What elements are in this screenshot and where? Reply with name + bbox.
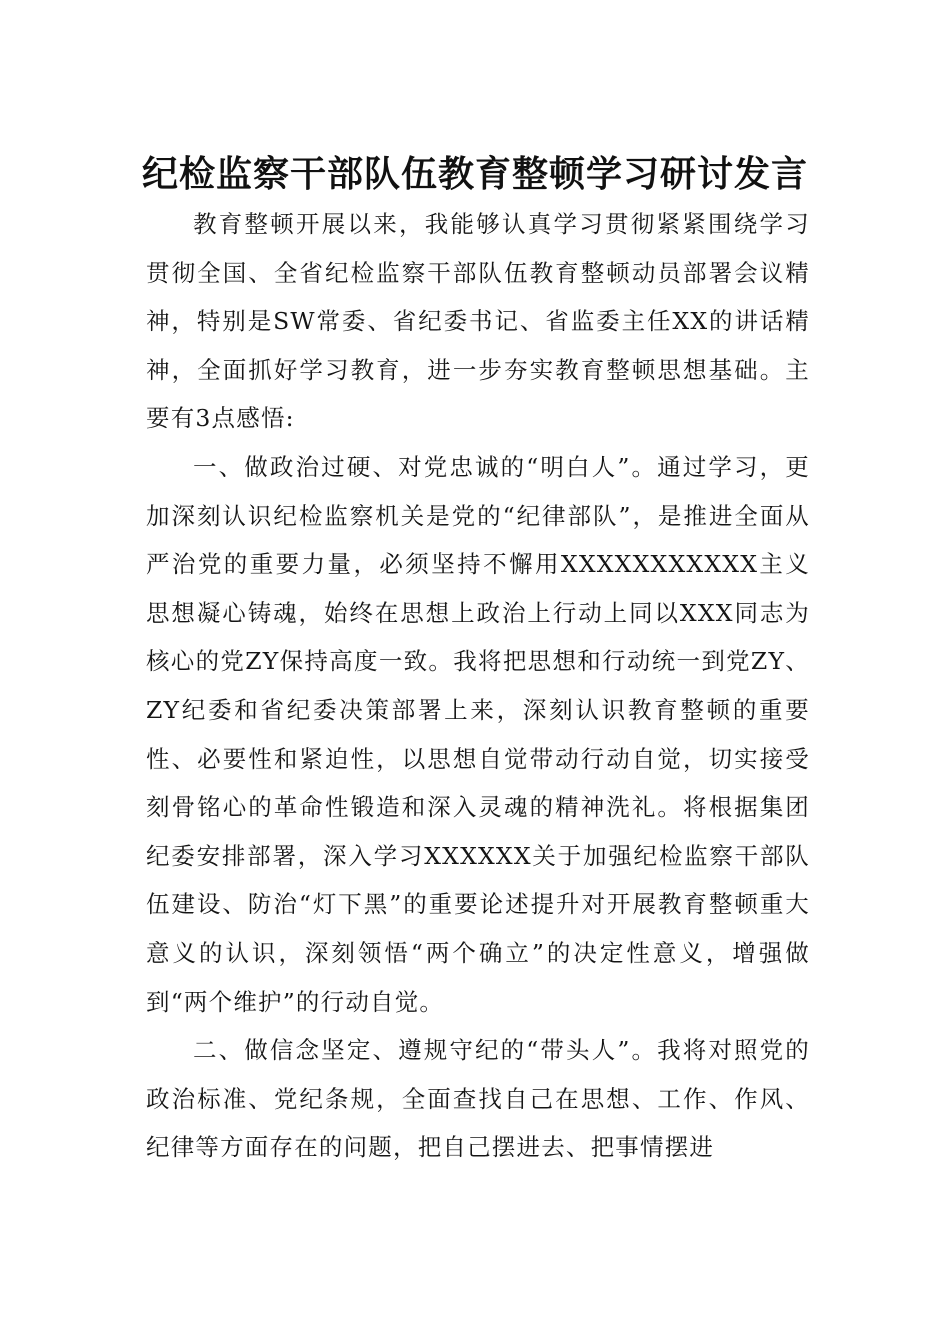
paragraph-intro: 教育整顿开展以来，我能够认真学习贯彻紧紧围绕学习贯彻全国、全省纪检监察干部队伍教育整顿动员部署会议精神，特别是SW常委、省纪委书记、省监委主任XX的讲话精神，全面抓好学习教育，进一步夯实教育整顿思想基础。主要有3点感悟: xyxy=(146,210,810,433)
document-body xyxy=(146,200,810,1172)
paragraph-point-one: 一、做政治过硬、对党忠诚的“明白人”。通过学习，更加深刻认识纪检监察机关是党的“纪律部队”，是推进全面从严治党的重要力量，必须坚持不懈用XXXXXXXXXXX主义思想凝心铸魂，始终在思想上政治上行动上同以XXX同志为核心的党ZY保持高度一致。我将把思想和行动统一到党ZY、ZY纪委和省纪委决策部署上来，深刻认识教育整顿的重要性、必要性和紧迫性，以思想自觉带动行动自觉，切实接受刻骨铭心的革命性锻造和深入灵魂的精神洗礼。将根据集团纪委安排部署，深入学习XXXXXX关于加强纪检监察干部队伍建设、防治“灯下黑”的重要论述提升对开展教育整顿重大意义的认识，深刻领悟“两个确立”的决定性意义，增强做到“两个维护”的行动自觉。 xyxy=(146,452,810,1016)
paragraph-point-two: 二、做信念坚定、遵规守纪的“带头人”。我将对照党的政治标准、党纪条规，全面查找自己在思想、工作、作风、纪律等方面存在的问题，把自己摆进去、把事情摆进 xyxy=(146,1036,810,1162)
document-title: 纪检监察干部队伍教育整顿学习研讨发言 xyxy=(141,153,808,196)
